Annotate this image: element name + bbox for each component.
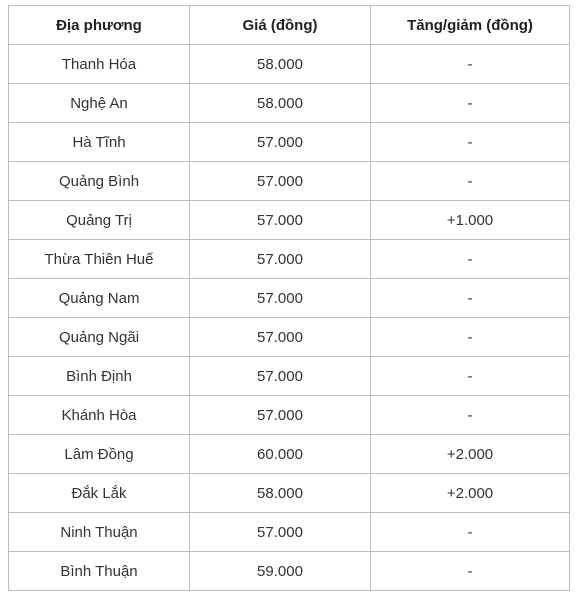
cell-price: 57.000 bbox=[190, 318, 371, 357]
table-header bbox=[9, 6, 570, 45]
cell-region: Bình Định bbox=[9, 357, 190, 396]
cell-region: Quảng Bình bbox=[9, 162, 190, 201]
table-row bbox=[9, 279, 570, 318]
cell-region: Khánh Hòa bbox=[9, 396, 190, 435]
cell-price: 57.000 bbox=[190, 240, 371, 279]
cell-price: 60.000 bbox=[190, 435, 371, 474]
cell-region: Lâm Đồng bbox=[9, 435, 190, 474]
cell-region: Thanh Hóa bbox=[9, 45, 190, 84]
cell-price: 59.000 bbox=[190, 552, 371, 591]
cell-change: +2.000 bbox=[371, 435, 570, 474]
table-row bbox=[9, 318, 570, 357]
header-price: Giá (đồng) bbox=[190, 6, 371, 45]
table-row bbox=[9, 357, 570, 396]
cell-region: Hà Tĩnh bbox=[9, 123, 190, 162]
cell-region: Quảng Ngãi bbox=[9, 318, 190, 357]
cell-change: - bbox=[371, 45, 570, 84]
cell-change: - bbox=[371, 357, 570, 396]
table-row bbox=[9, 201, 570, 240]
price-table bbox=[8, 5, 570, 591]
cell-price: 57.000 bbox=[190, 357, 371, 396]
table-row bbox=[9, 123, 570, 162]
cell-price: 57.000 bbox=[190, 396, 371, 435]
cell-region: Bình Thuận bbox=[9, 552, 190, 591]
cell-price: 57.000 bbox=[190, 162, 371, 201]
cell-price: 58.000 bbox=[190, 84, 371, 123]
cell-price: 57.000 bbox=[190, 201, 371, 240]
table-row bbox=[9, 84, 570, 123]
price-table-container bbox=[8, 5, 569, 591]
cell-change: - bbox=[371, 513, 570, 552]
table-row bbox=[9, 474, 570, 513]
table-row bbox=[9, 396, 570, 435]
table-row bbox=[9, 552, 570, 591]
cell-change: - bbox=[371, 240, 570, 279]
cell-price: 58.000 bbox=[190, 45, 371, 84]
cell-region: Quảng Trị bbox=[9, 201, 190, 240]
header-row bbox=[9, 6, 570, 45]
table-row bbox=[9, 435, 570, 474]
cell-region: Nghệ An bbox=[9, 84, 190, 123]
cell-change: - bbox=[371, 162, 570, 201]
cell-change: - bbox=[371, 318, 570, 357]
cell-change: +2.000 bbox=[371, 474, 570, 513]
header-region: Địa phương bbox=[9, 6, 190, 45]
table-row bbox=[9, 240, 570, 279]
cell-change: +1.000 bbox=[371, 201, 570, 240]
table-row bbox=[9, 162, 570, 201]
cell-region: Ninh Thuận bbox=[9, 513, 190, 552]
cell-region: Quảng Nam bbox=[9, 279, 190, 318]
cell-change: - bbox=[371, 123, 570, 162]
cell-price: 57.000 bbox=[190, 123, 371, 162]
cell-price: 57.000 bbox=[190, 513, 371, 552]
cell-price: 58.000 bbox=[190, 474, 371, 513]
cell-region: Đắk Lắk bbox=[9, 474, 190, 513]
table-row bbox=[9, 45, 570, 84]
table-row bbox=[9, 513, 570, 552]
cell-change: - bbox=[371, 84, 570, 123]
cell-price: 57.000 bbox=[190, 279, 371, 318]
cell-change: - bbox=[371, 279, 570, 318]
cell-region: Thừa Thiên Huế bbox=[9, 240, 190, 279]
cell-change: - bbox=[371, 552, 570, 591]
cell-change: - bbox=[371, 396, 570, 435]
header-change: Tăng/giảm (đồng) bbox=[371, 6, 570, 45]
table-body bbox=[9, 45, 570, 591]
